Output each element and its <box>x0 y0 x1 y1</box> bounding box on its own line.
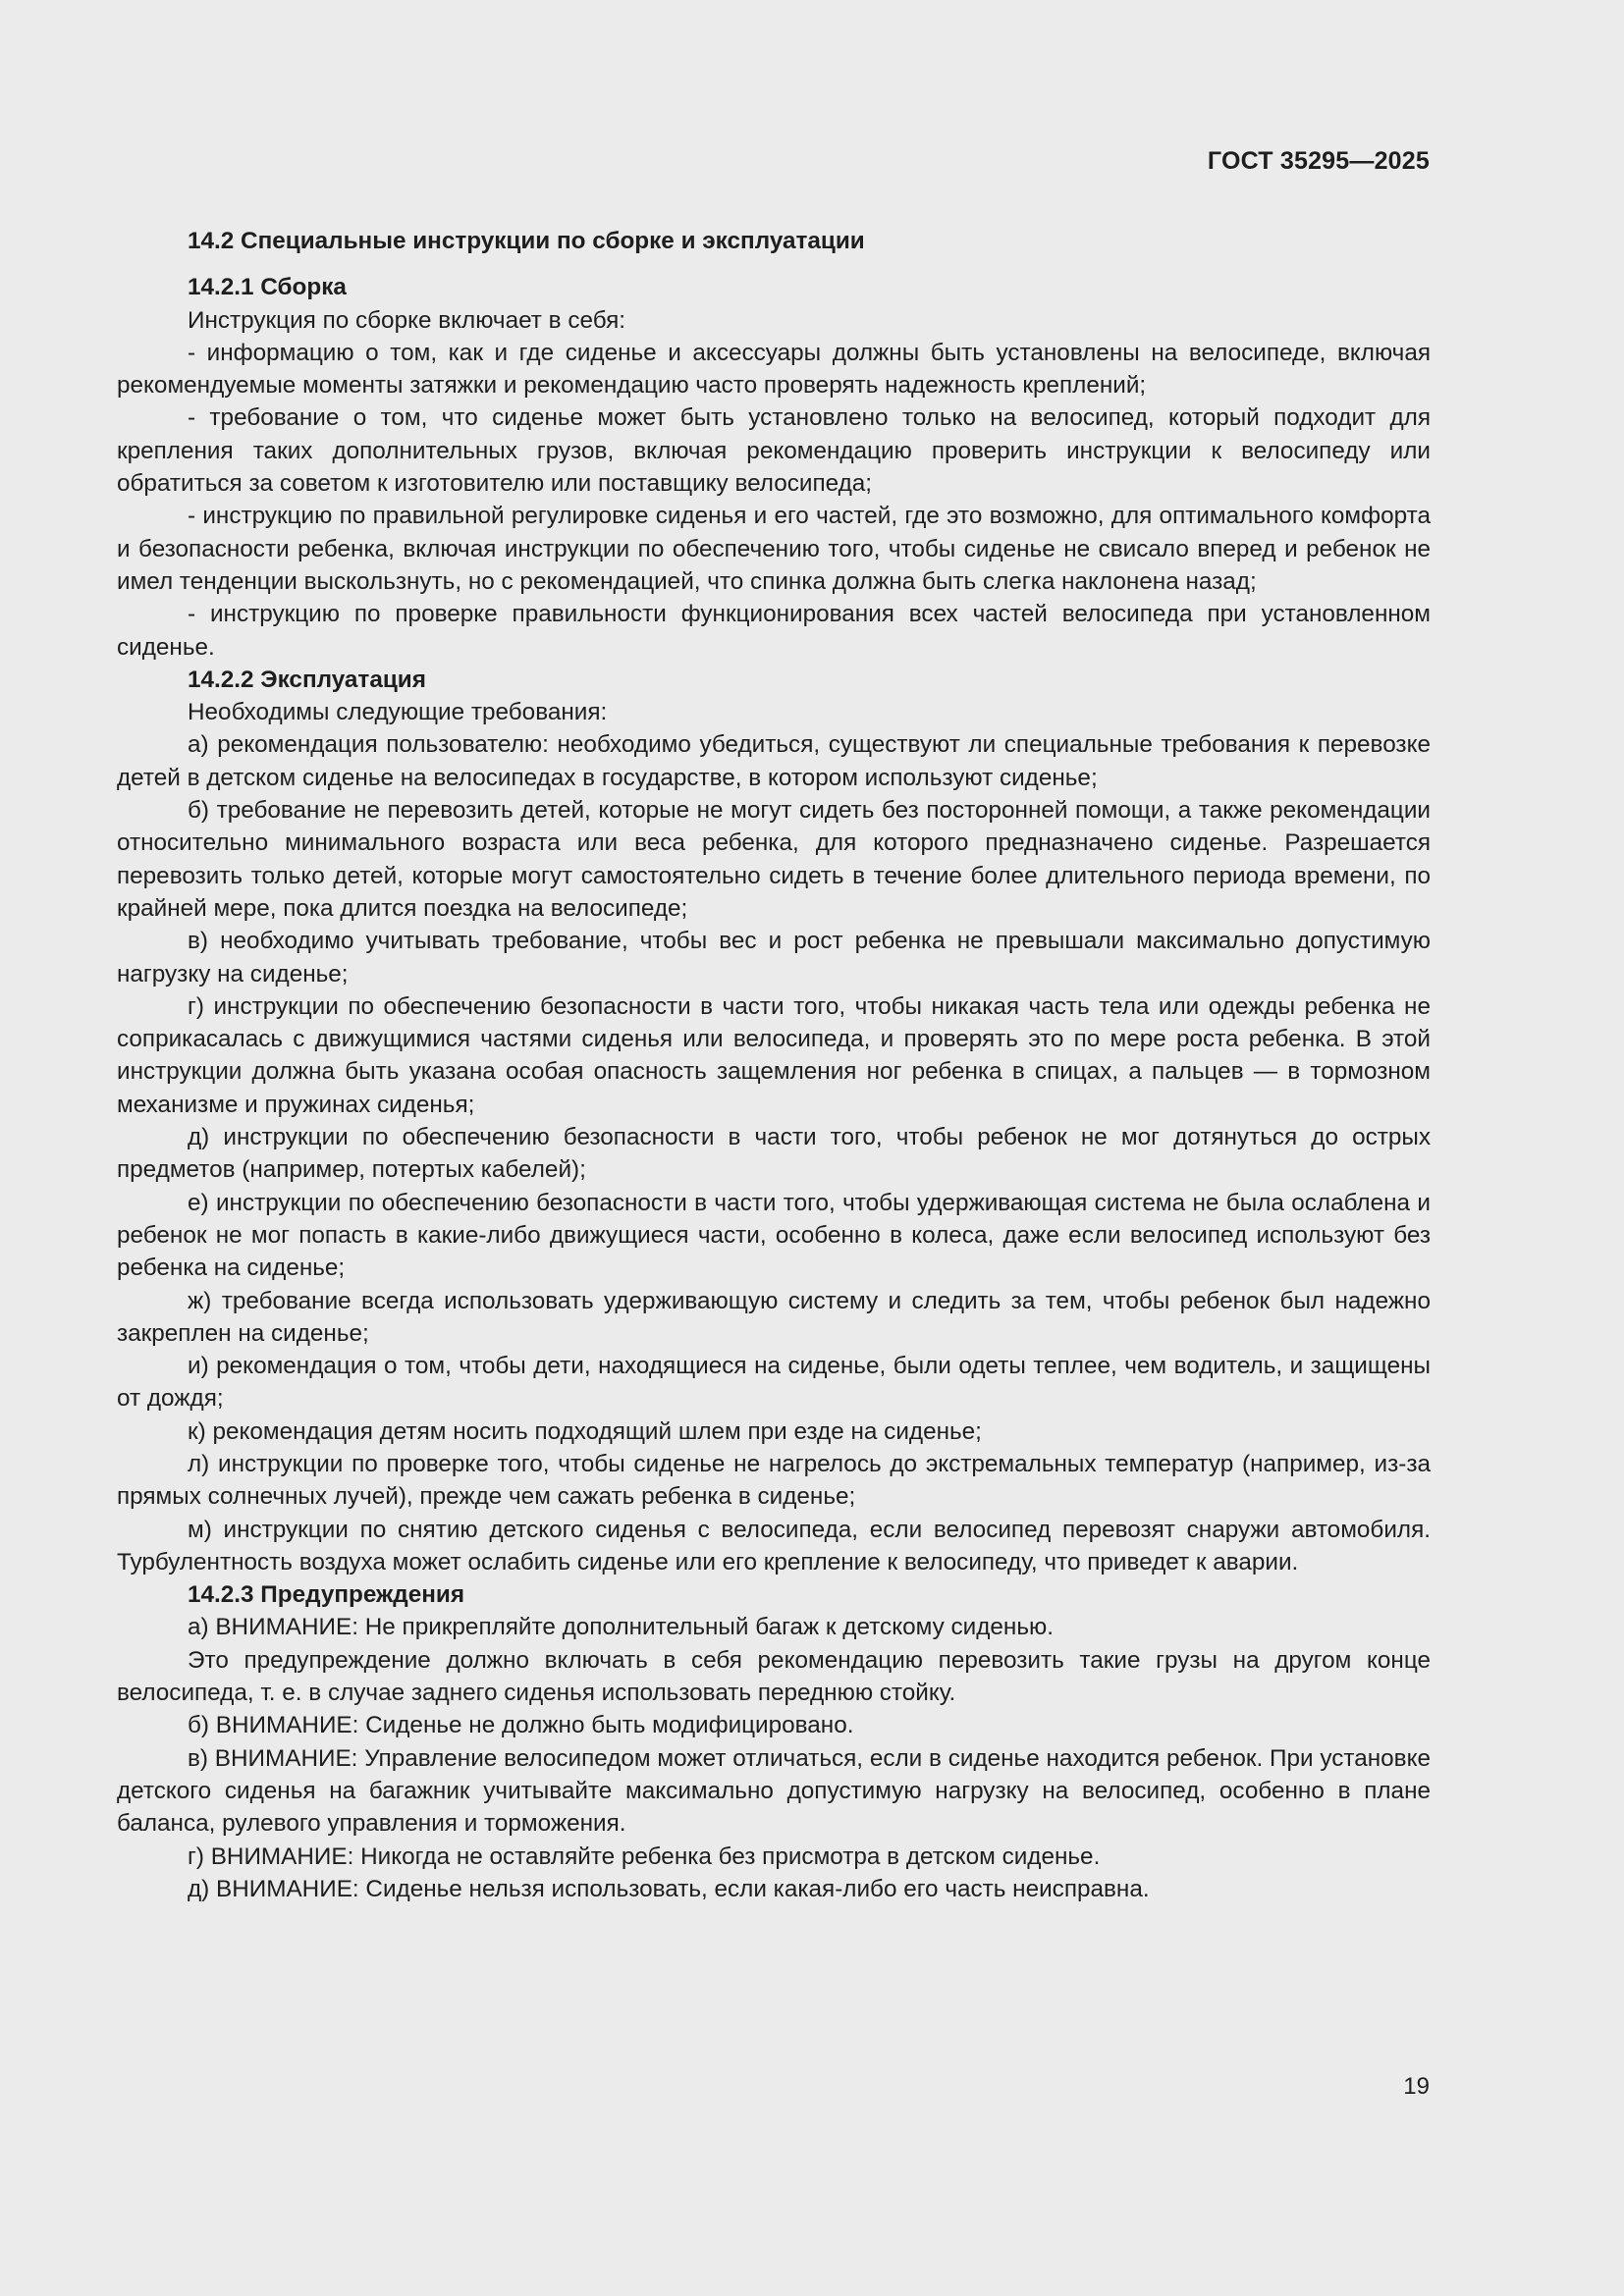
warning-item: г) ВНИМАНИЕ: Никогда не оставляйте ребенка без присмотра в детском сиденье. <box>188 1842 1101 1870</box>
warning-item: д) ВНИМАНИЕ: Сиденье нельзя использовать, если какая-либо его часть неисправна. <box>188 1875 1150 1902</box>
list-item: - инструкцию по правильной регулировке сиденья и его частей, где это возможно, для оптимального комфорта и безопасности ребенка, включая инструкции по обеспечению того, чтобы сиденье не свисало вперед и ребенок не имел тенденции выскользнуть, но с рекомендацией, что спинка должна быть слегка наклонена назад; <box>117 503 1431 595</box>
paragraph: Необходимы следующие требования: <box>188 699 608 726</box>
list-item: е) инструкции по обеспечению безопасности в части того, чтобы удерживающая система не была ослаблена и ребенок не мог попасть в какие-либо движущиеся части, особенно в колеса, даже если велосипед используют без ребенка на сиденье; <box>117 1189 1431 1282</box>
document-header: ГОСТ 35295—2025 <box>1207 147 1430 175</box>
list-item: г) инструкции по обеспечению безопасности в части того, чтобы никакая часть тела или одежды ребенка не соприкасалась с движущимися частями сиденья или велосипеда, и проверять это по мере роста ребенка. В этой инструкции должна быть указана особая опасность защемления ног ребенка в спицах, а пальцев — в тормозном механизме и пружинах сиденья; <box>117 992 1431 1118</box>
list-item: м) инструкции по снятию детского сиденья с велосипеда, если велосипед перевозят снаружи автомобиля. Турбулентность воздуха может ослабить сиденье или его крепление к велосипеду, что приведет к аварии. <box>117 1516 1431 1575</box>
list-item: к) рекомендация детям носить подходящий шлем при езде на сиденье; <box>188 1417 982 1445</box>
warning-item: а) ВНИМАНИЕ: Не прикрепляйте дополнительный багаж к детскому сиденью. <box>188 1614 1054 1641</box>
warning-item: в) ВНИМАНИЕ: Управление велосипедом может отличаться, если в сиденье находится ребенок. При установке детского сиденья на багажник учитывайте максимально допустимую нагрузку на велосипед, особенно в плане баланса, рулевого управления и торможения. <box>117 1744 1431 1838</box>
section-heading: 14.2 Специальные инструкции по сборке и эксплуатации <box>188 228 865 254</box>
list-item: - требование о том, что сиденье может быть установлено только на велосипед, который подходит для крепления таких дополнительных грузов, включая рекомендацию проверить инструкции к велосипеду или обратиться за советом к изготовителю или поставщику велосипеда; <box>117 404 1431 498</box>
list-item: - информацию о том, как и где сиденье и аксессуары должны быть установлены на велосипеде, включая рекомендуемые моменты затяжки и рекомендацию часто проверять надежность креплений; <box>117 339 1431 400</box>
list-item: - инструкцию по проверке правильности функционирования всех частей велосипеда при установленном сиденье. <box>117 601 1431 661</box>
list-item: л) инструкции по проверке того, чтобы сиденье не нагрелось до экстремальных температур (например, из-за прямых солнечных лучей), прежде чем сажать ребенка в сиденье; <box>117 1450 1431 1511</box>
list-item: ж) требование всегда использовать удерживающую систему и следить за тем, чтобы ребенок был надежно закреплен на сиденье; <box>117 1287 1431 1347</box>
list-item: и) рекомендация о том, чтобы дети, находящиеся на сиденье, были одеты теплее, чем водитель, и защищены от дождя; <box>117 1353 1431 1413</box>
list-item: а) рекомендация пользователю: необходимо убедиться, существуют ли специальные требования к перевозке детей в детском сиденье на велосипедах в государстве, в котором используют сиденье; <box>117 731 1431 791</box>
page-number: 19 <box>1403 2073 1430 2100</box>
document-body <box>117 225 1431 1905</box>
list-item: б) требование не перевозить детей, которые не могут сидеть без посторонней помощи, а также рекомендации относительно минимального возраста или веса ребенка, для которого предназначено сиденье. Разрешается перевозить только детей, которые могут самостоятельно сидеть в течение более длительного периода времени, по крайней мере, пока длится поездка на велосипеде; <box>117 797 1431 922</box>
list-item: д) инструкции по обеспечению безопасности в части того, чтобы ребенок не мог дотянуться до острых предметов (например, потертых кабелей); <box>117 1124 1431 1184</box>
paragraph: Это предупреждение должно включать в себя рекомендацию перевозить такие грузы на другом конце велосипеда, т. е. в случае заднего сиденья использовать переднюю стойку. <box>117 1646 1431 1707</box>
subsection-heading: 14.2.2 Эксплуатация <box>188 666 426 693</box>
warning-item: б) ВНИМАНИЕ: Сиденье не должно быть модифицировано. <box>188 1712 854 1739</box>
subsection-heading: 14.2.1 Сборка <box>188 274 347 301</box>
paragraph: Инструкция по сборке включает в себя: <box>188 306 626 334</box>
list-item: в) необходимо учитывать требование, чтобы вес и рост ребенка не превышали максимально допустимую нагрузку на сиденье; <box>117 928 1431 988</box>
subsection-heading: 14.2.3 Предупреждения <box>188 1581 465 1609</box>
